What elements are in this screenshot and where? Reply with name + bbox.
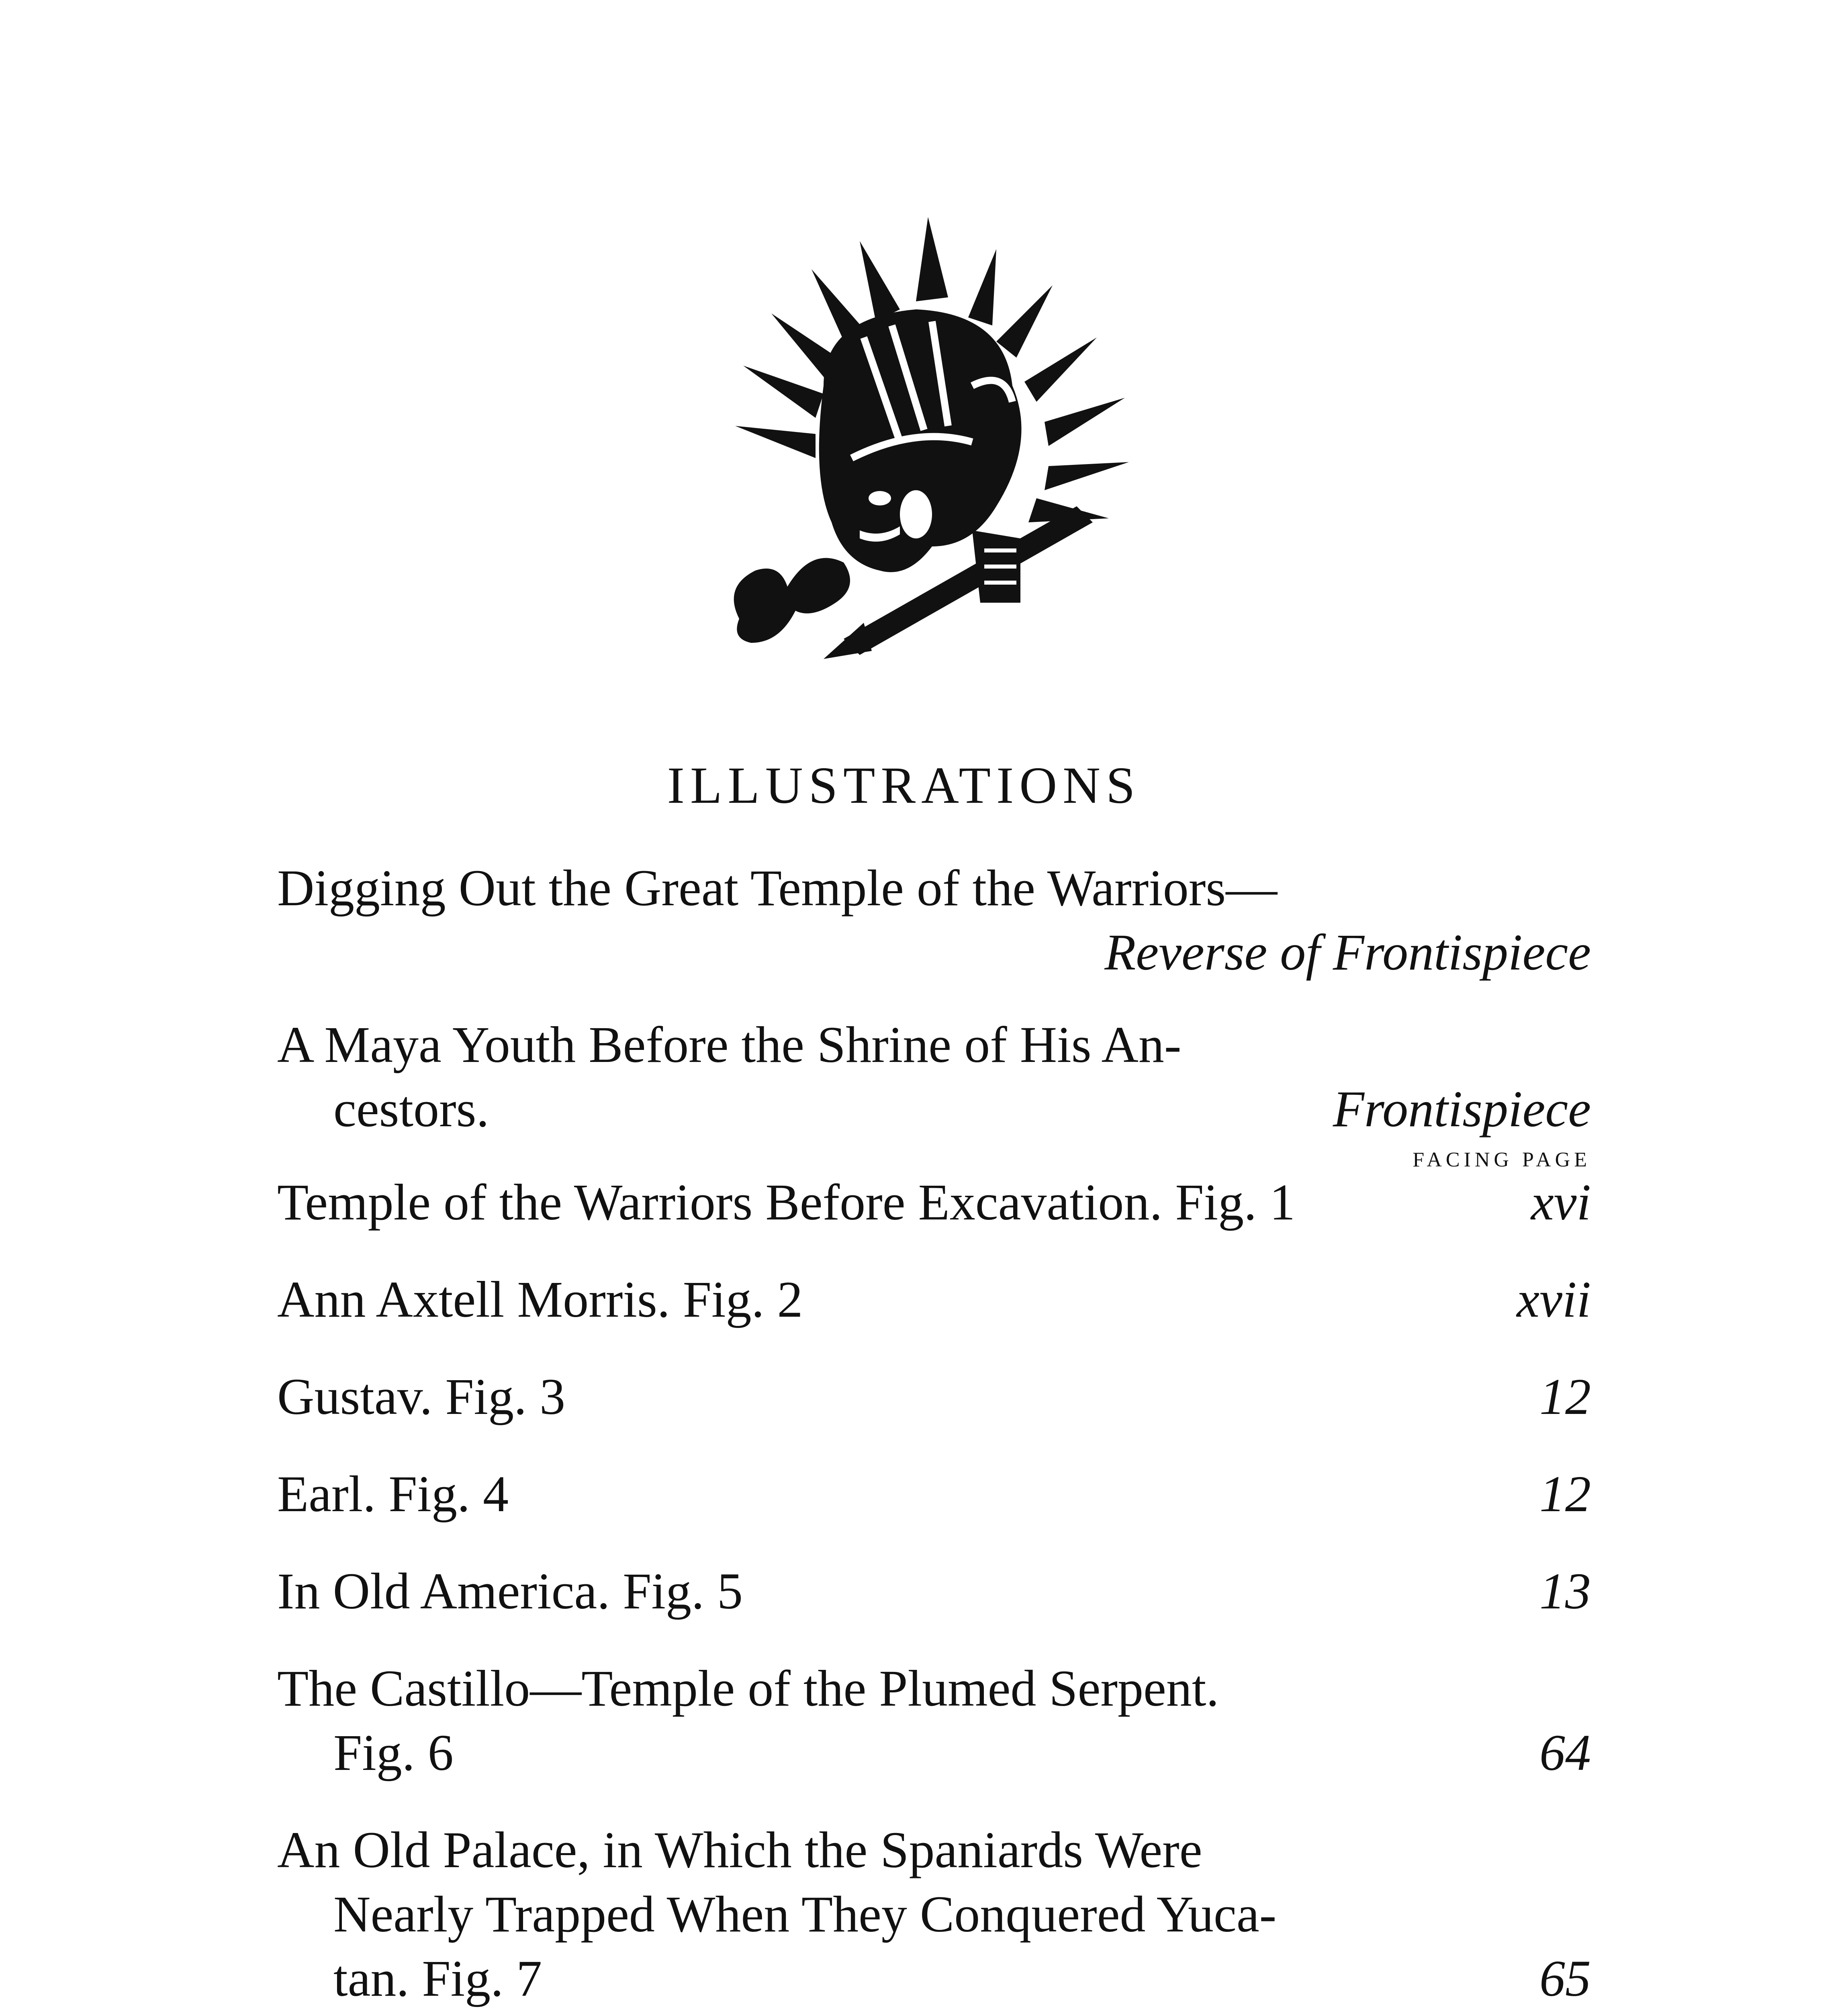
facing-page-label: FACING PAGE: [1413, 1148, 1591, 1171]
entry-text: A Maya Youth Before the Shrine of His An-: [277, 1016, 1182, 1073]
entry-text-continued: Fig. 6: [333, 1724, 454, 1781]
entry-page: Frontispiece: [1333, 1080, 1591, 1137]
list-item: [277, 1365, 1591, 1429]
list-item: [277, 1818, 1591, 2009]
list-item: [277, 856, 1591, 984]
entry-text: In Old America. Fig. 5: [277, 1563, 743, 1620]
entry-text: The Castillo—Temple of the Plumed Serpent.: [277, 1660, 1219, 1717]
entry-text: Temple of the Warriors Before Excavation. Fig. 1: [277, 1174, 1296, 1231]
entry-text: Ann Axtell Morris. Fig. 2: [277, 1271, 803, 1328]
entry-text-continued: tan. Fig. 7: [333, 1950, 542, 2007]
entry-page: 65: [1539, 1950, 1591, 2007]
list-item: [277, 1462, 1591, 1526]
entry-page: xvi: [1531, 1174, 1591, 1231]
page-title: ILLUSTRATIONS: [667, 757, 1141, 814]
entry-page: xvii: [1517, 1271, 1591, 1328]
list-item: [277, 1267, 1591, 1332]
list-item: [277, 1656, 1591, 1785]
entry-text: An Old Palace, in Which the Spaniards Were: [277, 1821, 1202, 1878]
entry-text: Earl. Fig. 4: [277, 1465, 509, 1522]
entry-text: Digging Out the Great Temple of the Warriors—: [277, 859, 1278, 917]
maya-warrior-ornament: [691, 217, 1153, 667]
entry-text: Gustav. Fig. 3: [277, 1368, 566, 1425]
entry-text-continued: cestors.: [333, 1080, 489, 1137]
entry-page: Reverse of Frontispiece: [1104, 924, 1591, 981]
list-item: [277, 1013, 1591, 1141]
entry-page: 64: [1539, 1724, 1591, 1781]
entry-page: 12: [1539, 1368, 1591, 1425]
list-item: [277, 1170, 1591, 1234]
list-item: [277, 1559, 1591, 1623]
entry-text-continued: Nearly Trapped When They Conquered Yuca-: [333, 1886, 1277, 1943]
entry-page: 13: [1539, 1563, 1591, 1620]
illustrations-list: [277, 856, 1591, 2009]
entry-page: 12: [1539, 1465, 1591, 1522]
